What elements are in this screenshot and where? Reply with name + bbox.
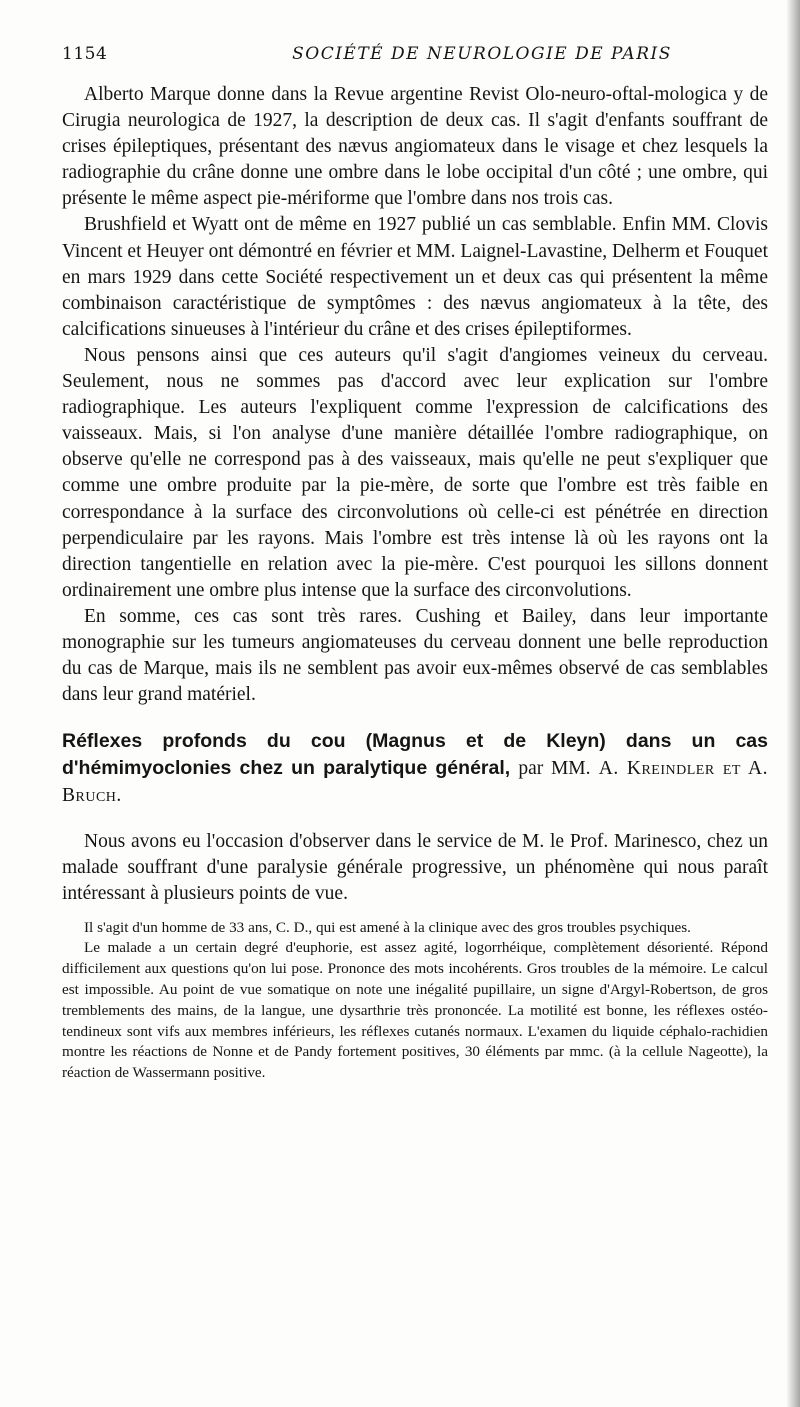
paragraph-marque: Alberto Marque donne dans la Revue argentine Revist Olo-neuro-oftal-mologica y de Cirugia neurologica de 1927, la description de deux cas. Il s'agit d'enfants souffrant de crises épileptiques, présentant des nævus angiomateux dans le visage et chez lesquels la radiographie du crâne donne une ombre dans le lobe occipital d'un côté ; une ombre, qui présente le même aspect pie-mériforme que l'ombre dans nos trois cas. bbox=[62, 84, 768, 210]
paragraph-angiomes: Nous pensons ainsi que ces auteurs qu'il s'agit d'angiomes veineux du cerveau. Seulement, nous ne sommes pas d'accord avec leur explication sur l'ombre radiographique. Les auteurs l'expliquent comme l'expression de calcifications des vaisseaux. Mais, si l'on analyse d'une manière détaillée l'ombre radiographique, on observe qu'elle ne correspond pas à des vaisseaux, mais qu'elle ne peut s'expliquer que comme une ombre produite par la pie-mère, de sorte que l'ombre est très faible en correspondance à la surface des circonvolutions où celle-ci est pénétrée en direction perpendiculaire par les rayons. Mais l'ombre est très intense là où les rayons ont la direction tangentielle en relation avec la pie-mère. C'est pourquoi les sillons donnent ordinairement une ombre plus intense que la surface des circonvolutions. bbox=[62, 344, 768, 601]
page-number: 1154 bbox=[62, 44, 108, 64]
paragraph-brushfield: Brushfield et Wyatt ont de même en 1927 publié un cas semblable. Enfin MM. Clovis Vincent et Heuyer ont démontré en février et MM. Laignel-Lavastine, Delherm et Fouquet en mars 1929 dans cette Société respectivement un et deux cas qui présentent la même combinaison caractéristique de symptômes : des nævus angiomateux à la tête, des calcifications sinueuses à l'intérieur du crâne et des crises épileptiformes. bbox=[62, 214, 768, 340]
article-authors: A. Kreindler et A. Bruch. bbox=[62, 758, 768, 807]
article-authors-intro: par MM. bbox=[518, 758, 591, 780]
body-text bbox=[62, 82, 768, 1084]
article-heading bbox=[62, 728, 768, 809]
paragraph-conclusion: En somme, ces cas sont très rares. Cushing et Bailey, dans leur importante monographie sur les tumeurs angiomateuses du cerveau donnent une belle reproduction du cas de Marque, mais ils ne semblent pas avoir eux-mêmes observé de cas semblables dans leur grand matériel. bbox=[62, 605, 768, 706]
case-details: Le malade a un certain degré d'euphorie, est assez agité, logorrhéique, complètement désorienté. Répond difficilement aux questions qu'on lui pose. Prononce des mots incohérents. Gros troubles de la mémoire. Le calcul est impossible. Au point de vue somatique on note une inégalité pupillaire, un signe d'Argyl-Robertson, de gros tremblements des mains, de la langue, une dysarthrie très prononcée. La motilité est bonne, les réflexes ostéo-tendineux sont vifs aux membres inférieurs, les réflexes cutanés normaux. L'examen du liquide céphalo-rachidien montre les réactions de Nonne et de Pandy fortement positives, 30 éléments par mmc. (à la cellule Nageotte), la réaction de Wassermann positive. bbox=[62, 939, 768, 1082]
case-summary: Il s'agit d'un homme de 33 ans, C. D., qui est amené à la clinique avec des gros troubles psychiques. bbox=[84, 918, 691, 936]
article-title: Réflexes profonds du cou (Magnus et de Kleyn) dans un cas d'hémimyoclonies chez un paralytique général, bbox=[62, 730, 768, 780]
page-binding-shadow bbox=[786, 0, 800, 1407]
article-intro-paragraph: Nous avons eu l'occasion d'observer dans le service de M. le Prof. Marinesco, chez un malade souffrant d'une paralysie générale progressive, un phénomène qui nous paraît intéressant à plusieurs points de vue. bbox=[62, 831, 768, 905]
running-title: SOCIÉTÉ DE NEUROLOGIE DE PARIS bbox=[292, 44, 672, 64]
page-header bbox=[62, 44, 782, 72]
